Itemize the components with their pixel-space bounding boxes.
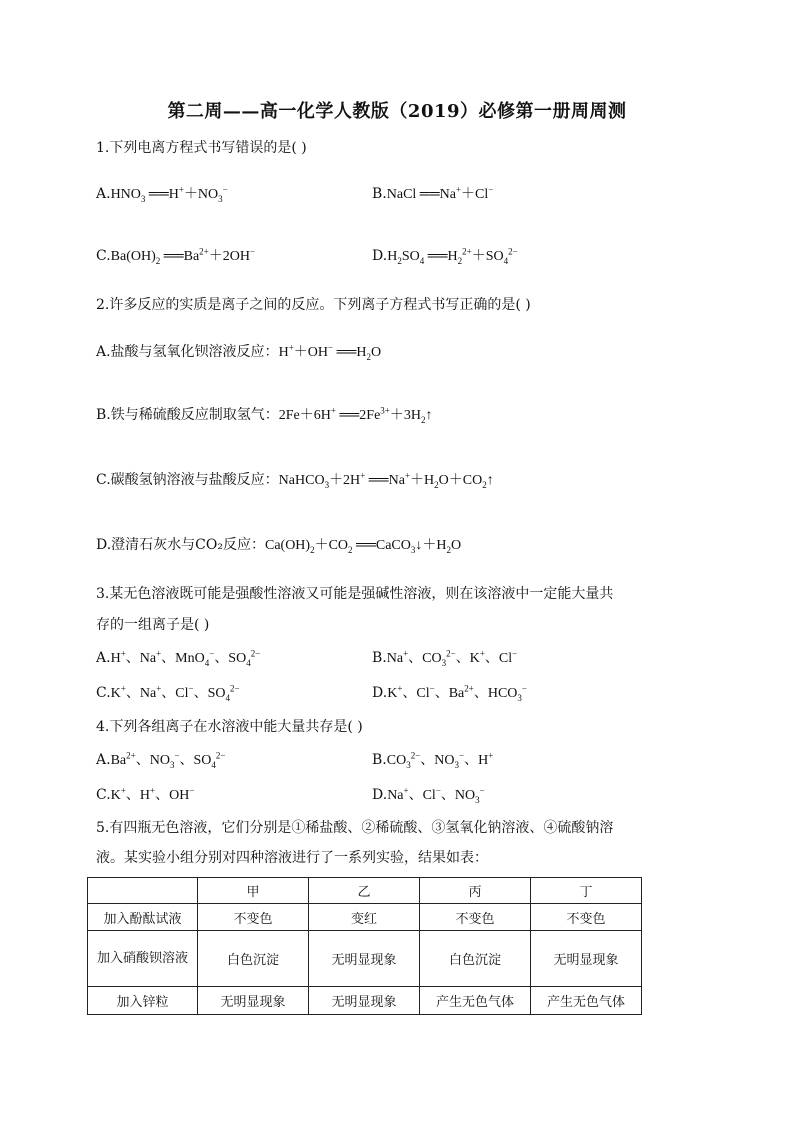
question-2-option-d: D.澄清石灰水与CO₂反应：$Ca(OH)_2+CO_2$ $══CaCO_3↓+H_2O$ <box>96 537 462 555</box>
question-5-stem-line2: 液。某实验小组分别对四种溶液进行了一系列实验，结果如表： <box>96 850 488 866</box>
table-cell: 白色沉淀 <box>420 931 531 987</box>
table-row <box>88 931 642 987</box>
option-label: C.碳酸氢钠溶液与盐酸反应： <box>96 472 279 488</box>
table-cell: 加入硝酸钡溶液 <box>88 931 198 987</box>
table-row <box>88 987 642 1015</box>
question-1-stem: 1.下列电离方程式书写错误的是( ) <box>96 140 307 156</box>
table-header-cell: 甲 <box>198 878 309 904</box>
question-3-stem-line1: 3.某无色溶液既可能是强酸性溶液又可能是强碱性溶液，则在该溶液中一定能大量共 <box>96 586 614 602</box>
table-header-cell: 丁 <box>531 878 642 904</box>
option-label: A. <box>96 186 111 202</box>
question-1-option-c: $C.Ba(OH)_2$ $══Ba^{2+}+2OH^-$ <box>96 246 256 266</box>
option-label: A. <box>96 752 111 768</box>
option-label: B. <box>372 186 387 202</box>
table-header-cell <box>88 878 198 904</box>
table-cell: 无明显现象 <box>531 931 642 987</box>
table-cell: 无明显现象 <box>198 987 309 1015</box>
question-2-stem: 2.许多反应的实质是离子之间的反应。下列离子方程式书写正确的是( ) <box>96 297 531 313</box>
option-label: C. <box>96 248 111 264</box>
question-5-stem-line1: 5.有四瓶无色溶液，它们分别是①稀盐酸、②稀硫酸、③氢氧化钠溶液、④硫酸钠溶 <box>96 820 614 836</box>
question-4-option-a: $A.Ba^{2+}$、$NO_3^-$、$SO_4^{2-}$ <box>96 750 226 770</box>
table-row <box>88 904 642 931</box>
question-1-option-d: $D.H_2SO_4$ $══H_2^{2+}+SO_4^{2-}$ <box>372 246 518 266</box>
question-4-option-c: C.K+、H+、OH− <box>96 785 195 803</box>
page-title: 第二周——高一化学人教版（2019）必修第一册周周测 <box>167 101 627 122</box>
table-cell: 无明显现象 <box>309 987 420 1015</box>
table-cell: 产生无色气体 <box>531 987 642 1015</box>
question-3-option-c: C.K+、Na+、Cl−、$SO_4^{2-}$ <box>96 683 240 703</box>
question-3-option-a: A.H+、Na+、MnO$_4$−、$SO_4^{2-}$ <box>96 648 261 668</box>
table-header-cell: 乙 <box>309 878 420 904</box>
question-1-option-a: $A.HNO_3$ $══H^++NO_3^-$ <box>96 184 228 204</box>
table-cell: 变红 <box>309 904 420 931</box>
table-cell: 不变色 <box>531 904 642 931</box>
table-cell: 加入酚酞试液 <box>88 904 198 931</box>
question-3-option-b: B.Na+、$CO_3^{2-}$、K+、Cl− <box>372 648 518 668</box>
question-2-option-b: B.铁与稀硫酸反应制取氢气：2Fe＋6H+ $══2Fe^{3+}+3H_2↑$ <box>96 405 433 425</box>
option-label: D. <box>372 685 388 701</box>
option-label: D. <box>372 787 388 803</box>
option-label: B. <box>372 650 387 666</box>
option-label: D.澄清石灰水与CO₂反应： <box>96 537 265 553</box>
table-cell: 无明显现象 <box>309 931 420 987</box>
question-4-option-b: $B.CO_3^{2-}$、$NO_3^-$、H+ <box>372 750 494 770</box>
option-label: A. <box>96 650 111 666</box>
table-cell: 白色沉淀 <box>198 931 309 987</box>
table-header-row <box>88 878 642 904</box>
option-label: C. <box>96 787 111 803</box>
question-2-option-c: C.碳酸氢钠溶液与盐酸反应：NaHCO$_3$＋2H+ $══Na^++H_2O+CO_2↑$ <box>96 470 494 490</box>
table-cell: 不变色 <box>198 904 309 931</box>
question-1-option-b: B.NaCl ══Na+＋Cl− <box>372 184 494 202</box>
table-cell: 加入锌粒 <box>88 987 198 1015</box>
question-3-stem-line2: 存的一组离子是( ) <box>96 617 210 633</box>
option-label: D. <box>372 248 388 264</box>
question-3-option-d: D.K+、Cl−、$Ba^{2+}$、$HCO_3^-$ <box>372 683 527 703</box>
option-label: A.盐酸与氢氧化钡溶液反应： <box>96 344 279 360</box>
table-cell: 产生无色气体 <box>420 987 531 1015</box>
option-label: C. <box>96 685 111 701</box>
question-2-option-a: A.盐酸与氢氧化钡溶液反应：H+＋OH− $══H_2O$ <box>96 342 382 362</box>
results-table <box>87 877 642 1015</box>
table-header-cell: 丙 <box>420 878 531 904</box>
option-label: B. <box>372 752 387 768</box>
table-cell: 不变色 <box>420 904 531 931</box>
option-label: B.铁与稀硫酸反应制取氢气： <box>96 407 279 423</box>
question-4-option-d: D.Na+、Cl−、$NO_3^-$ <box>372 785 485 805</box>
question-4-stem: 4.下列各组离子在水溶液中能大量共存是( ) <box>96 719 363 735</box>
